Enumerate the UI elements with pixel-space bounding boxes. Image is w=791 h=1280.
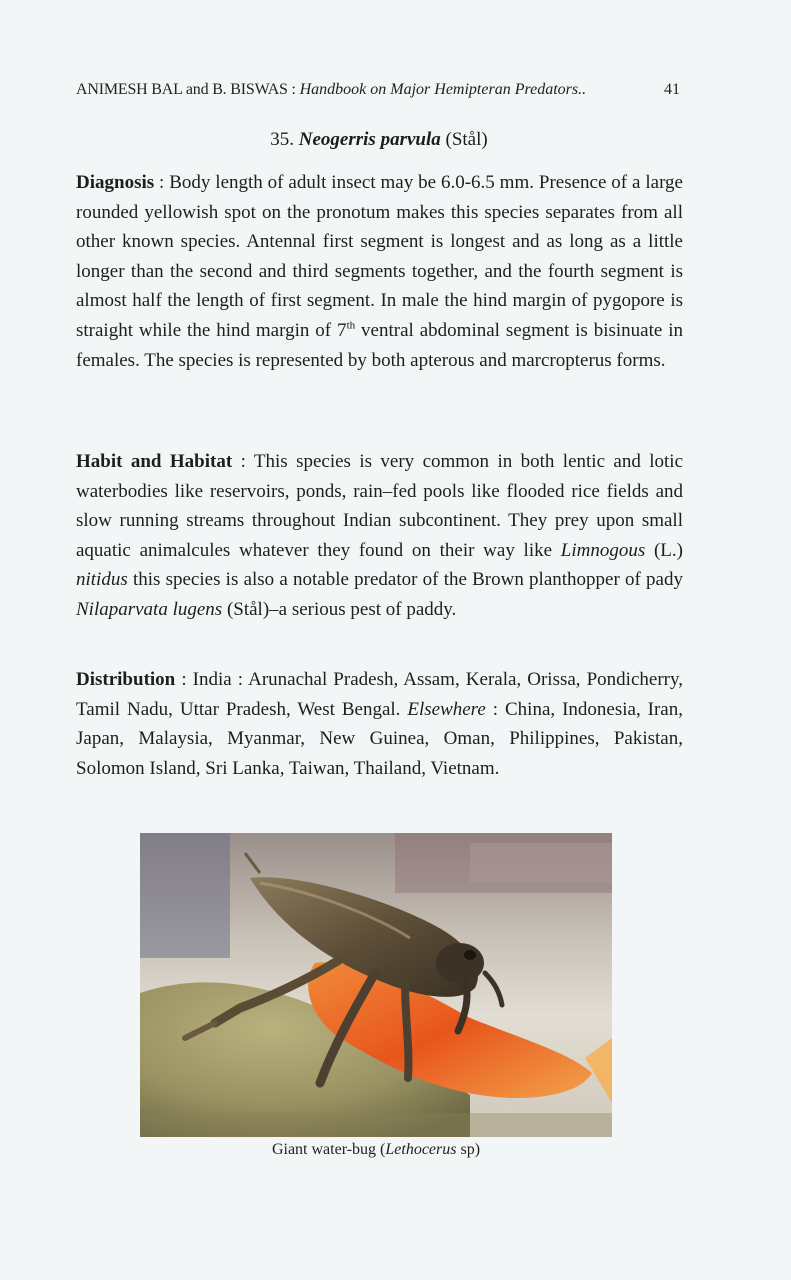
species-name: Neogerris parvula (298, 129, 441, 150)
diagnosis-superscript: th (346, 319, 356, 332)
giant-water-bug-photo (140, 833, 612, 1137)
distribution-text-1: : India : Arunachal Pradesh, Assam, Kerala, Orissa, Pondicherry, Tamil Nadu, Uttar Pradesh, West Bengal. (76, 669, 683, 720)
caption-suffix: sp) (456, 1141, 481, 1158)
species-authority: (Stål) (445, 129, 488, 150)
habit-paragraph (76, 447, 683, 625)
diagnosis-paragraph (76, 168, 683, 375)
diagnosis-text-2: ventral abdominal segment is bisinuate in females. The species is represented by both apterous and marcropterus forms. (76, 319, 683, 371)
distribution-text-2: : China, Indonesia, Iran, Japan, Malaysia, Myanmar, New Guinea, Oman, Philippines, Pakistan, Solomon Island, Sri Lanka, Taiwan, Thailand, Vietnam. (76, 698, 683, 779)
diagnosis-label: Diagnosis (76, 172, 155, 193)
figure-caption (0, 1140, 752, 1160)
caption-prefix: Giant water-bug ( (271, 1141, 386, 1158)
habit-italic-3: Nilaparvata lugens (76, 598, 223, 620)
distribution-italic-1: Elsewhere (407, 698, 486, 720)
bug-head (436, 943, 484, 983)
header-book-title: Handbook on Major Hemipteran Predators.. (299, 81, 587, 98)
running-head (76, 80, 686, 100)
habit-text-4: (Stål)–a serious pest of paddy. (222, 598, 457, 620)
diagnosis-text-1: : Body length of adult insect may be 6.0-6.5 mm. Presence of a large rounded yellowish spot on the pronotum makes this species separates from all other known species. Antennal first segment is longest and as long as a little longer than the second and third segments together, and the fourth segment is almost half the length of first segment. In male the hind margin of pygopore is straight while the hind margin of 7 (76, 172, 683, 341)
header-authors: ANIMESH BAL and B. BISWAS : (76, 81, 300, 98)
caption-italic: Lethocerus (385, 1141, 457, 1158)
habit-italic-2: nitidus (76, 569, 128, 591)
species-title (0, 128, 758, 152)
habit-italic-1: Limnogous (560, 539, 646, 561)
page-number: 41 (664, 81, 680, 98)
species-number: 35. (270, 129, 295, 150)
habit-text-3: this species is also a notable predator of the Brown planthopper of pady (127, 569, 683, 591)
distribution-label: Distribution (76, 669, 176, 690)
habit-label: Habit and Habitat (76, 451, 233, 472)
distribution-paragraph (76, 665, 683, 783)
photo-illustration (140, 833, 612, 1137)
habit-text-2: (L.) (645, 539, 683, 561)
habit-text-1: : This species is very common in both lentic and lotic waterbodies like reservoirs, ponds, rain–fed pools like flooded rice fields and slow running streams throughout Indian subcontinent. They prey upon small aquatic animalcules whatever they found on their way like (76, 451, 684, 561)
